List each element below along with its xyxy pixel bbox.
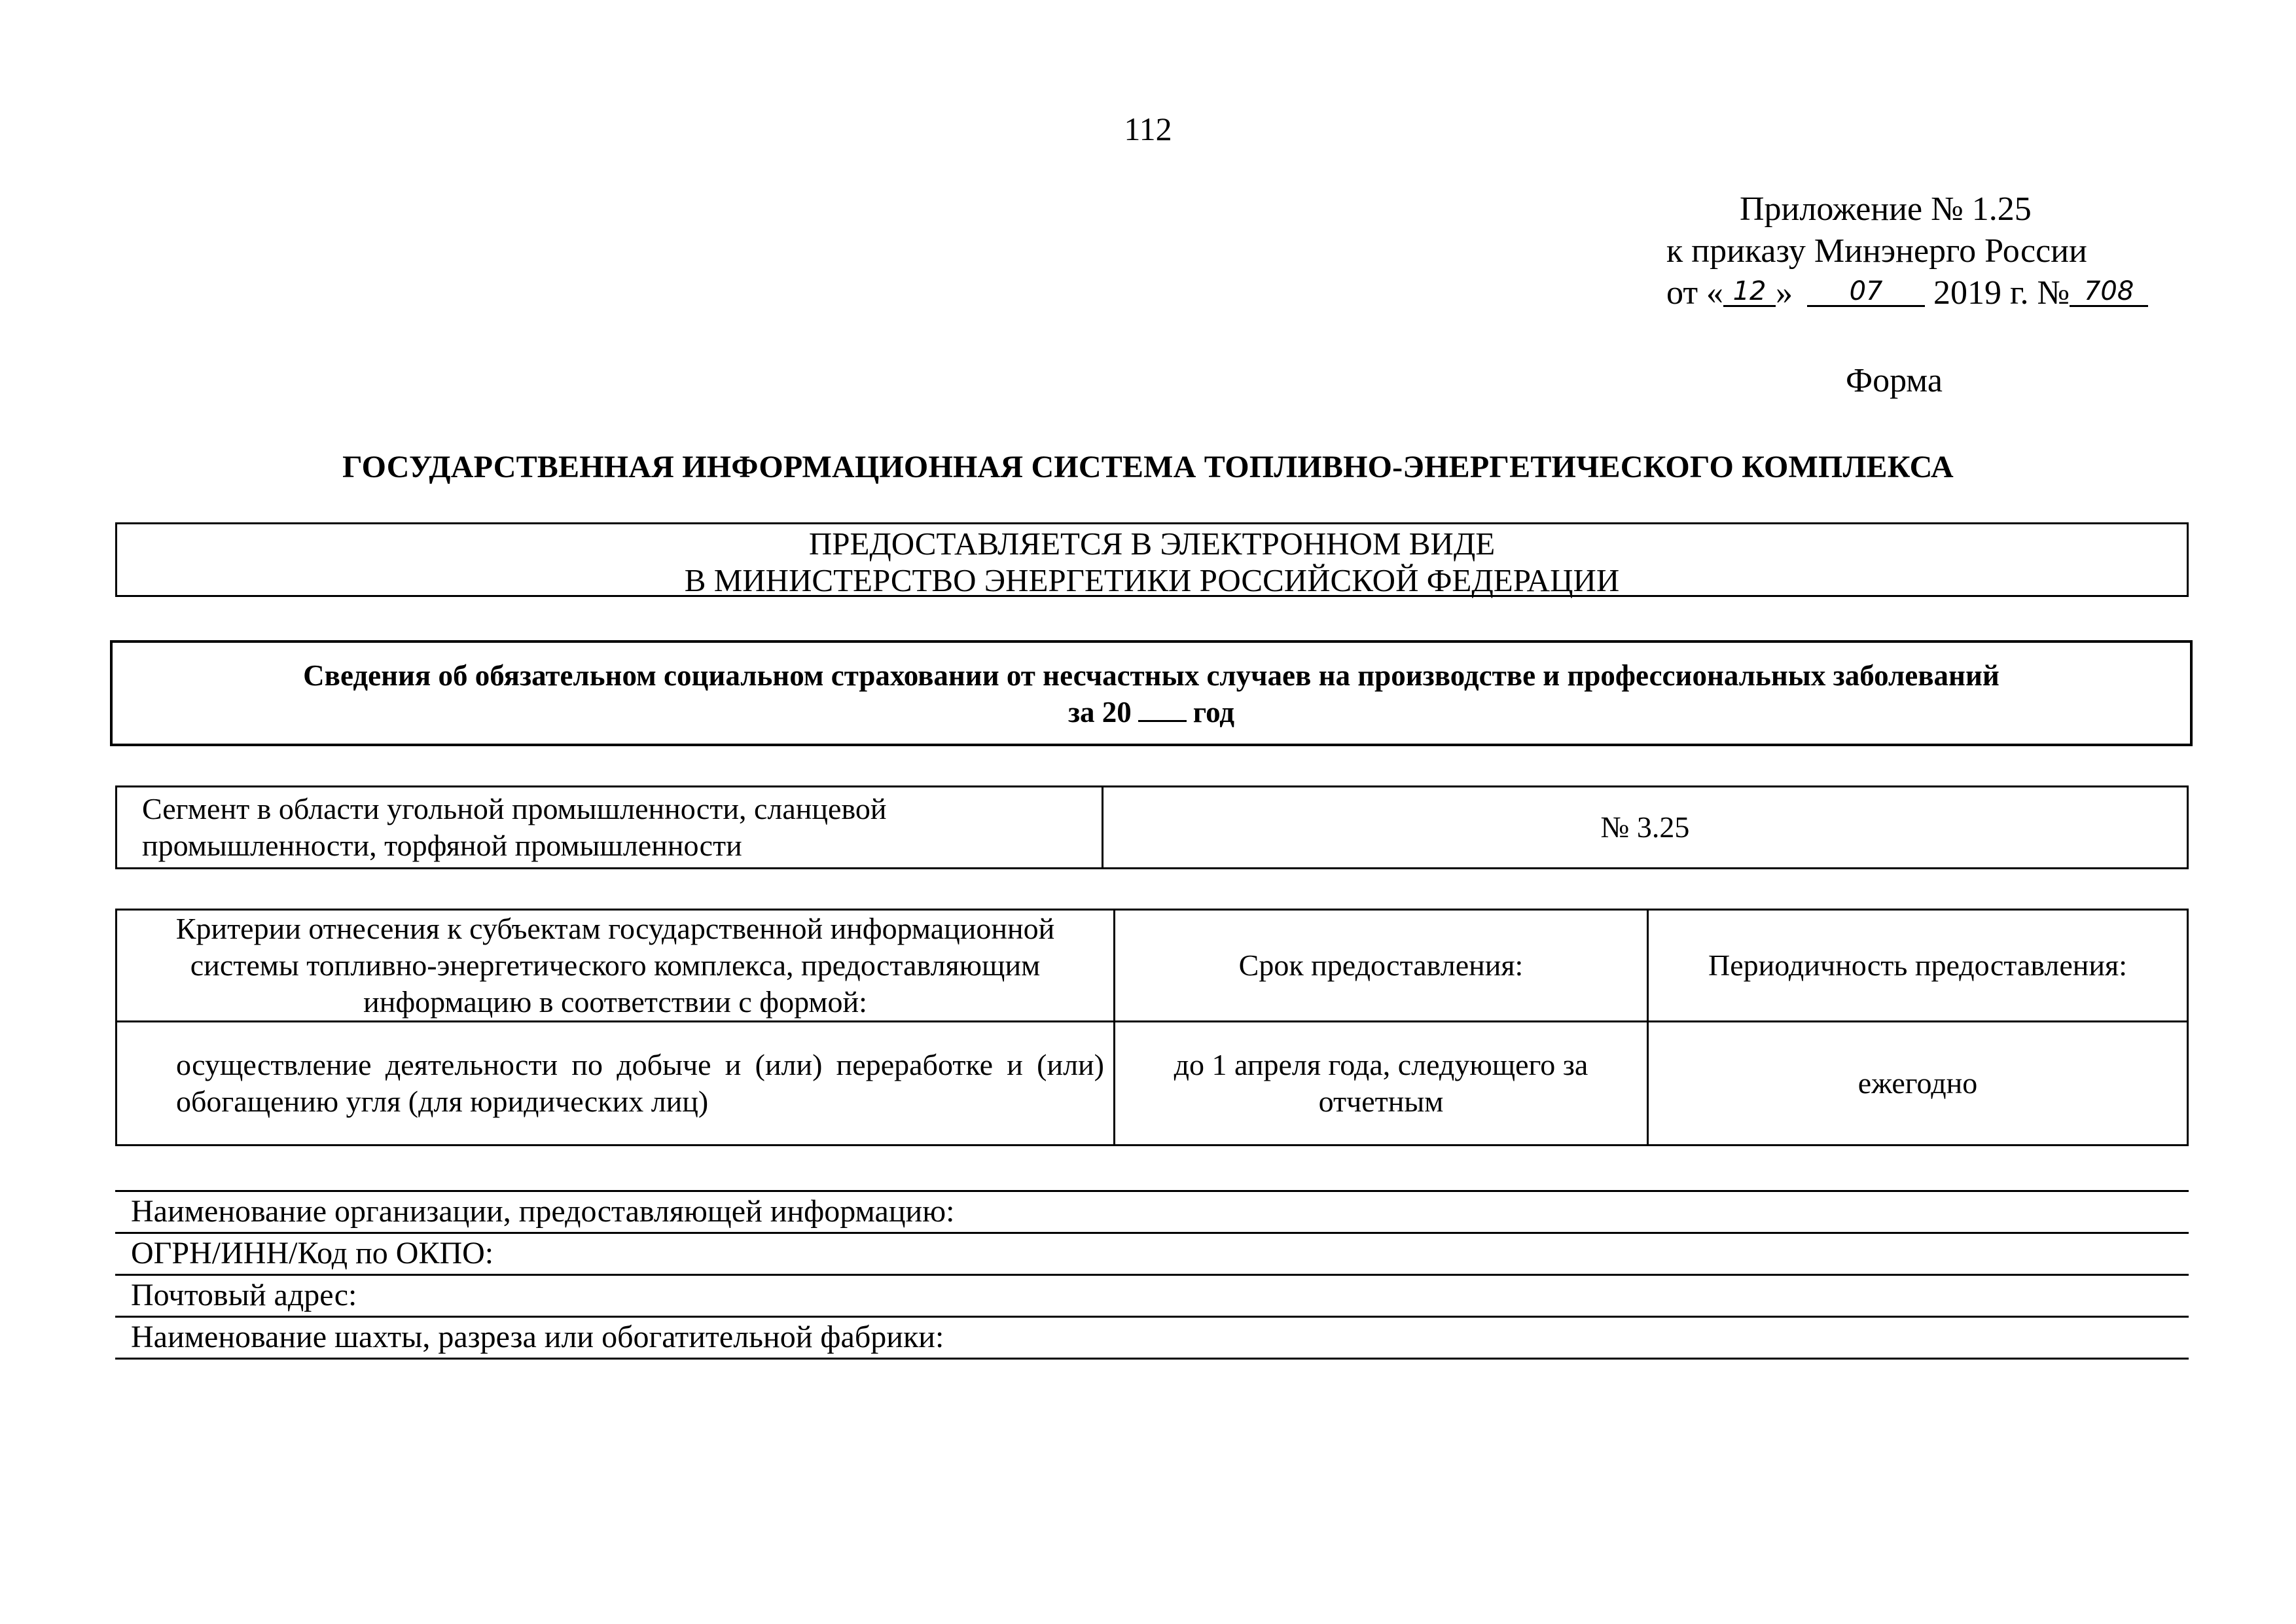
appendix-header: [1571, 189, 2225, 314]
ogrn-inn-field: ОГРН/ИНН/Код по ОКПО:: [131, 1236, 494, 1271]
postal-address-field: Почтовый адрес:: [131, 1278, 357, 1312]
submission-line-1: ПРЕДОСТАВЛЯЕТСЯ В ЭЛЕКТРОННОМ ВИДЕ: [808, 526, 1496, 562]
date-prefix: от «: [1666, 274, 1724, 312]
segment-label: Сегмент в области угольной промышленности, сланцевой промышленности, торфяной промышленности: [117, 787, 1103, 869]
year-blank[interactable]: [1138, 694, 1187, 722]
criteria-value: осуществление деятельности по добыче и (или) переработке и (или) обогащению угля (для юридических лиц): [117, 1022, 1115, 1146]
periodicity-header: Периодичность предоставления:: [1648, 910, 2188, 1022]
system-title: ГОСУДАРСТВЕННАЯ ИНФОРМАЦИОННАЯ СИСТЕМА ТОПЛИВНО-ЭНЕРГЕТИЧЕСКОГО КОМПЛЕКСА: [342, 450, 1954, 484]
segment-number: № 3.25: [1103, 787, 2188, 869]
criteria-header: Критерии отнесения к субъектам государственной информационной системы топливно-энергетического комплекса, предоставляющим информацию в соответствии с формой:: [117, 910, 1115, 1022]
deadline-header: Срок предоставления:: [1115, 910, 1648, 1022]
periodicity-value: ежегодно: [1648, 1022, 2188, 1146]
divider: [115, 1274, 2189, 1276]
date-year: 2019 г. №: [1933, 274, 2070, 312]
divider: [115, 1232, 2189, 1234]
mine-name-field: Наименование шахты, разреза или обогатительной фабрики:: [131, 1320, 944, 1354]
form-label: Форма: [1846, 362, 1943, 399]
appendix-line-1: Приложение № 1.25: [1740, 190, 2032, 228]
divider: [115, 1190, 2189, 1192]
handwritten-day: 12: [1723, 272, 1776, 307]
segment-table: [115, 785, 2189, 869]
handwritten-order-number: 708: [2070, 272, 2148, 307]
criteria-table: [115, 909, 2189, 1146]
divider: [115, 1358, 2189, 1360]
org-name-field: Наименование организации, предоставляющей информацию:: [131, 1194, 955, 1229]
report-title-box: [110, 640, 2193, 746]
deadline-value: до 1 апреля года, следующего за отчетным: [1115, 1022, 1648, 1146]
appendix-date-line: [1571, 272, 2225, 314]
handwritten-month: 07: [1807, 272, 1925, 307]
date-mid: »: [1776, 274, 1793, 312]
submission-box: [115, 522, 2189, 597]
page-number: 112: [1124, 111, 1172, 147]
report-title: Сведения об обязательном социальном страховании от несчастных случаев на производстве и профессиональных заболеваний: [303, 659, 2000, 692]
submission-line-2: В МИНИСТЕРСТВО ЭНЕРГЕТИКИ РОССИЙСКОЙ ФЕДЕРАЦИИ: [684, 562, 1620, 598]
report-year-line: за 20 год: [113, 694, 2190, 731]
divider: [115, 1316, 2189, 1318]
appendix-line-2: к приказу Минэнерго России: [1666, 232, 2087, 270]
